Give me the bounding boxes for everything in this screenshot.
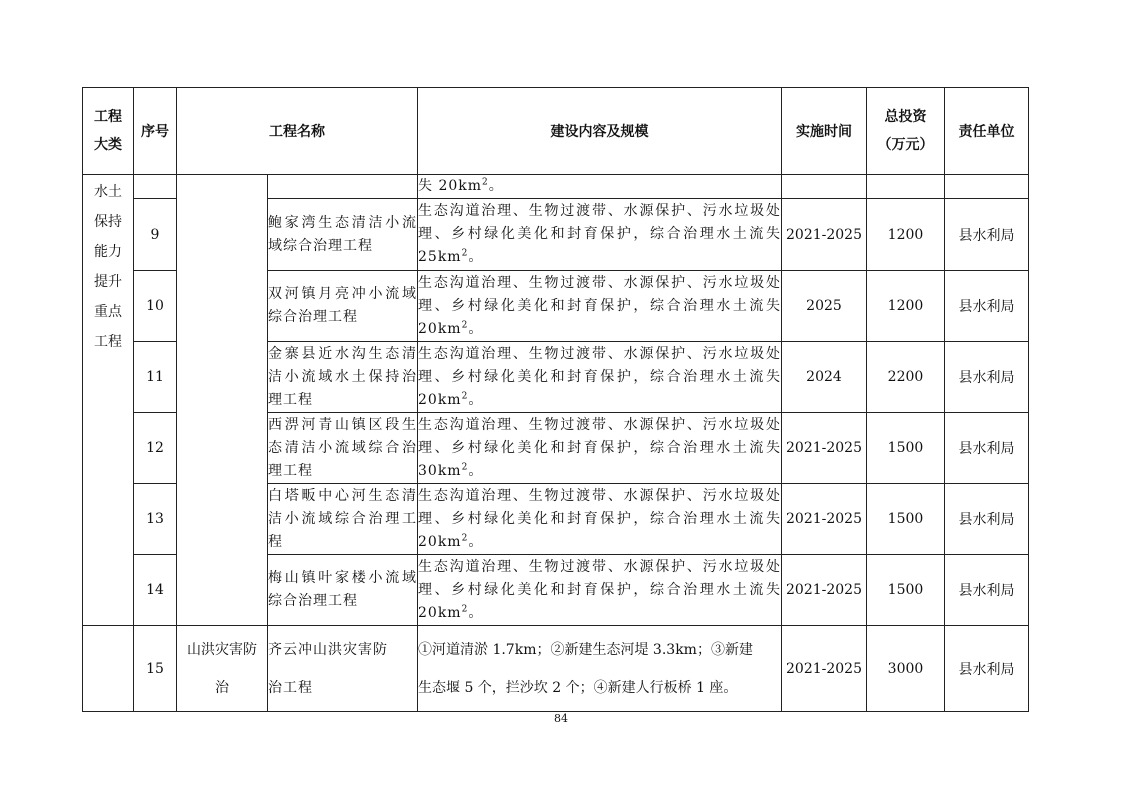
- time-cell: 2021-2025: [782, 413, 867, 484]
- time-cell: 2021-2025: [782, 555, 867, 626]
- seq-cell: 12: [134, 413, 177, 484]
- subcategory-cell: [177, 175, 268, 626]
- investment-cell: 1500: [867, 555, 945, 626]
- header-investment: 总投资 （万元）: [867, 88, 945, 175]
- time-cell: 2021-2025: [782, 626, 867, 712]
- name-cell: 西淠河青山镇区段生态清洁小流域综合治理工程: [268, 413, 418, 484]
- name-cell: 白塔畈中心河生态清洁小流域综合治理工程: [268, 484, 418, 555]
- investment-cell: 1200: [867, 271, 945, 342]
- unit-cell: 县水利局: [945, 626, 1029, 712]
- content-cell: 生态沟道治理、生物过渡带、水源保护、污水垃圾处理、乡村绿化美化和封育保护，综合治理水土流失 $30km^2$。: [418, 413, 782, 484]
- content-cell: 失 $20km^2$。: [418, 175, 782, 199]
- content-cell: 生态沟道治理、生物过渡带、水源保护、污水垃圾处理、乡村绿化美化和封育保护，综合治理水土流失 $20km^2$。: [418, 271, 782, 342]
- unit-cell: 县水利局: [945, 342, 1029, 413]
- time-cell: 2021-2025: [782, 199, 867, 271]
- time-cell: 2021-2025: [782, 484, 867, 555]
- content-cell: 生态沟道治理、生物过渡带、水源保护、污水垃圾处理、乡村绿化美化和封育保护，综合治理水土流失 $20km^2$。: [418, 342, 782, 413]
- unit-cell: 县水利局: [945, 413, 1029, 484]
- investment-cell: 2200: [867, 342, 945, 413]
- content-cell: 生态沟道治理、生物过渡带、水源保护、污水垃圾处理、乡村绿化美化和封育保护，综合治理水土流失 $25km^2$。: [418, 199, 782, 271]
- header-time: 实施时间: [782, 88, 867, 175]
- page-number: 84: [554, 712, 568, 725]
- seq-cell: 9: [134, 199, 177, 271]
- investment-cell: 3000: [867, 626, 945, 712]
- investment-cell: 1500: [867, 484, 945, 555]
- header-row: [83, 88, 1029, 175]
- table-row: [83, 626, 1029, 712]
- name-cell: [268, 175, 418, 199]
- seq-cell: [134, 175, 177, 199]
- seq-cell: 14: [134, 555, 177, 626]
- unit-cell: [945, 175, 1029, 199]
- unit-cell: 县水利局: [945, 555, 1029, 626]
- name-cell: 鲍家湾生态清洁小流域综合治理工程: [268, 199, 418, 271]
- category-cell-empty: [83, 626, 134, 712]
- header-category: 工程 大类: [83, 88, 134, 175]
- header-seq: 序号: [134, 88, 177, 175]
- time-cell: [782, 175, 867, 199]
- table-row: [83, 175, 1029, 199]
- name-cell: 齐云冲山洪灾害防 治工程: [268, 626, 418, 712]
- header-content: 建设内容及规模: [418, 88, 782, 175]
- category-cell: 水土 保持 能力 提升 重点 工程: [83, 175, 134, 626]
- time-cell: 2025: [782, 271, 867, 342]
- seq-cell: 15: [134, 626, 177, 712]
- investment-cell: 1200: [867, 199, 945, 271]
- project-table: [82, 87, 1029, 712]
- unit-cell: 县水利局: [945, 484, 1029, 555]
- unit-cell: 县水利局: [945, 271, 1029, 342]
- name-cell: 双河镇月亮冲小流域综合治理工程: [268, 271, 418, 342]
- time-cell: 2024: [782, 342, 867, 413]
- name-cell: 金寨县近水沟生态清洁小流域水土保持治理工程: [268, 342, 418, 413]
- content-cell: ①河道清淤 1.7km；②新建生态河堤 3.3km；③新建 生态堰 5 个，拦沙坎 2 个；④新建人行板桥 1 座。: [418, 626, 782, 712]
- header-unit: 责任单位: [945, 88, 1029, 175]
- seq-cell: 11: [134, 342, 177, 413]
- header-name: 工程名称: [177, 88, 418, 175]
- seq-cell: 10: [134, 271, 177, 342]
- investment-cell: 1500: [867, 413, 945, 484]
- content-cell: 生态沟道治理、生物过渡带、水源保护、污水垃圾处理、乡村绿化美化和封育保护，综合治理水土流失 $20km^2$。: [418, 555, 782, 626]
- unit-cell: 县水利局: [945, 199, 1029, 271]
- seq-cell: 13: [134, 484, 177, 555]
- content-cell: 生态沟道治理、生物过渡带、水源保护、污水垃圾处理、乡村绿化美化和封育保护，综合治理水土流失 $20km^2$。: [418, 484, 782, 555]
- name-cell: 梅山镇叶家楼小流域综合治理工程: [268, 555, 418, 626]
- subcategory-cell: 山洪灾害防 治: [177, 626, 268, 712]
- investment-cell: [867, 175, 945, 199]
